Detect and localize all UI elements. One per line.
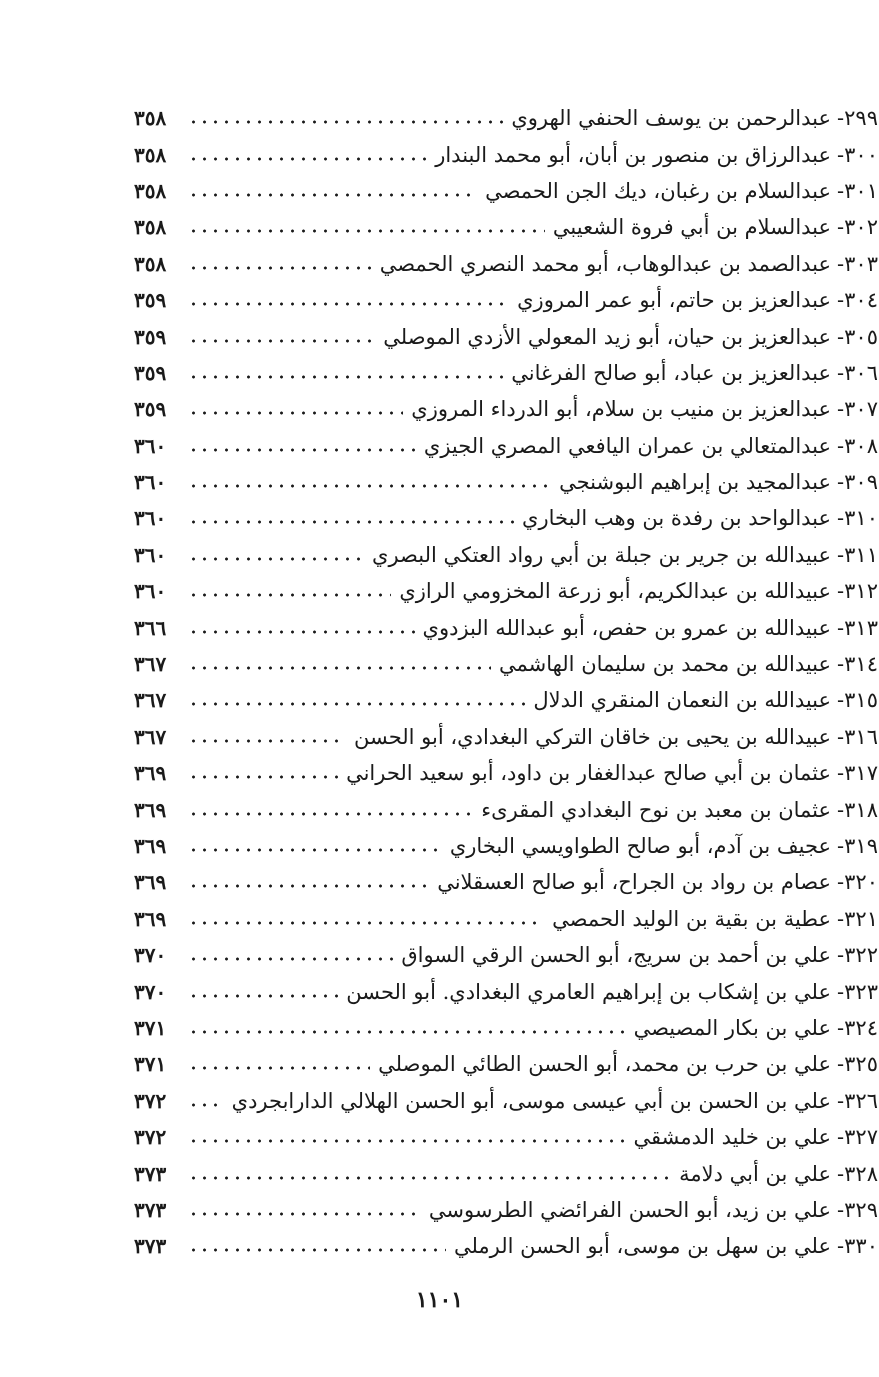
entry-number: ٣٢٣- xyxy=(837,979,878,1004)
entry-number: ٣٠٧- xyxy=(837,397,878,422)
entry-page-number: ٣٥٨ xyxy=(134,251,167,276)
toc-entry xyxy=(134,391,878,427)
dot-leader xyxy=(188,592,391,598)
dot-leader xyxy=(188,374,503,380)
toc-entry xyxy=(134,246,878,282)
dot-leader xyxy=(188,192,477,198)
toc-entry xyxy=(134,1192,878,1228)
dot-leader xyxy=(188,447,416,453)
entry-page-number: ٣٧٣ xyxy=(134,1197,167,1222)
dot-leader xyxy=(188,993,338,999)
entry-page-number: ٣٧٠ xyxy=(134,943,167,968)
entry-title: علي بن إشكاب بن إبراهيم العامري البغدادي. أبو الحسن xyxy=(346,979,832,1004)
entry-page-number: ٣٥٨ xyxy=(134,106,167,131)
entry-page-number: ٣٦٠ xyxy=(134,506,167,531)
entry-title: عبدالسلام بن أبي فروة الشعيبي xyxy=(552,215,832,240)
dot-leader xyxy=(188,301,509,307)
dot-leader xyxy=(188,847,442,853)
entry-title: عبدالعزيز بن حيان، أبو زيد المعولي الأزدي الموصلي xyxy=(383,324,832,349)
entry-number: ٣٢٨- xyxy=(837,1161,878,1186)
entry-number: ٣١١- xyxy=(837,542,878,567)
table-of-contents xyxy=(134,100,878,1265)
entry-title: علي بن بكار المصيصي xyxy=(633,1015,832,1040)
dot-leader xyxy=(188,119,503,125)
entry-title: عبيدالله بن النعمان المنقري الدلال xyxy=(533,688,832,713)
entry-title: علي بن أحمد بن سريج، أبو الحسن الرقي السواق xyxy=(401,943,832,968)
toc-entry xyxy=(134,537,878,573)
entry-title: عبيدالله بن عمرو بن حفص، أبو عبدالله البزدوي xyxy=(422,615,832,640)
entry-page-number: ٣٦٩ xyxy=(134,761,167,786)
entry-title: علي بن أبي دلامة xyxy=(679,1161,832,1186)
entry-number: ٣١٢- xyxy=(837,579,878,604)
toc-entry xyxy=(134,901,878,937)
entry-number: ٣١٦- xyxy=(837,724,878,749)
entry-title: عبدالمجيد بن إبراهيم البوشنجي xyxy=(559,470,832,495)
entry-number: ٣١٩- xyxy=(837,834,878,858)
dot-leader xyxy=(188,1211,421,1217)
entry-page-number: ٣٦٠ xyxy=(134,433,167,458)
entry-page-number: ٣٦٩ xyxy=(134,906,167,931)
entry-page-number: ٣٦٧ xyxy=(134,724,167,749)
entry-number: ٣١٤- xyxy=(837,652,878,677)
entry-title: علي بن زيد، أبو الحسن الفرائضي الطرسوسي xyxy=(428,1197,832,1222)
dot-leader xyxy=(188,1175,671,1181)
dot-leader xyxy=(188,920,544,926)
toc-entry xyxy=(134,173,878,209)
entry-number: ٣٢٠- xyxy=(837,870,878,895)
dot-leader xyxy=(188,883,429,889)
entry-page-number: ٣٦٦ xyxy=(134,615,167,640)
entry-title: عبدالعزيز بن عباد، أبو صالح الفرغاني xyxy=(511,360,832,385)
toc-entry xyxy=(134,682,878,718)
toc-entry xyxy=(134,464,878,500)
toc-entry xyxy=(134,355,878,391)
entry-title: عبدالرزاق بن منصور بن أبان، أبو محمد البندار xyxy=(435,142,832,167)
entry-page-number: ٣٧٢ xyxy=(134,1125,167,1150)
entry-title: علي بن الحسن بن أبي عيسى موسى، أبو الحسن الهلالي الدارابجردي xyxy=(231,1088,832,1113)
entry-page-number: ٣٥٨ xyxy=(134,142,167,167)
entry-title: عبيدالله بن محمد بن سليمان الهاشمي xyxy=(498,652,832,677)
entry-number: ٣٢٧- xyxy=(837,1125,878,1150)
entry-page-number: ٣٦٠ xyxy=(134,542,167,567)
entry-title: عبيدالله بن يحيى بن خاقان التركي البغدادي، أبو الحسن xyxy=(354,724,832,749)
entry-page-number: ٣٥٨ xyxy=(134,178,167,203)
entry-page-number: ٣٧٠ xyxy=(134,979,167,1004)
entry-page-number: ٣٦٠ xyxy=(134,470,167,495)
entry-number: ٣٢٤- xyxy=(837,1015,878,1040)
toc-entry xyxy=(134,828,878,864)
entry-number: ٣٢١- xyxy=(837,906,878,931)
entry-page-number: ٣٥٩ xyxy=(134,324,167,349)
entry-number: ٣٢٦- xyxy=(837,1088,878,1113)
toc-entry xyxy=(134,864,878,900)
entry-number: ٣٠٦- xyxy=(837,360,878,385)
entry-title: علي بن خليد الدمشقي xyxy=(633,1125,832,1150)
toc-entry xyxy=(134,282,878,318)
toc-entry xyxy=(134,609,878,645)
toc-entry xyxy=(134,428,878,464)
toc-entry xyxy=(134,973,878,1009)
entry-title: عبيدالله بن جرير بن جبلة بن أبي رواد العتكي البصري xyxy=(372,542,832,567)
entry-number: ٢٩٩- xyxy=(837,106,878,131)
dot-leader xyxy=(188,1065,370,1071)
toc-entry xyxy=(134,1155,878,1191)
toc-entry xyxy=(134,100,878,136)
toc-entry xyxy=(134,318,878,354)
entry-title: عبدالواحد بن رفدة بن وهب البخاري xyxy=(522,506,832,531)
entry-title: عبدالصمد بن عبدالوهاب، أبو محمد النصري الحمصي xyxy=(379,251,832,276)
toc-entry xyxy=(134,209,878,245)
toc-entry xyxy=(134,1046,878,1082)
entry-page-number: ٣٦٠ xyxy=(134,579,167,604)
toc-entry xyxy=(134,755,878,791)
entry-number: ٣٠٤- xyxy=(837,288,878,313)
entry-title: عثمان بن أبي صالح عبدالغفار بن داود، أبو سعيد الحراني xyxy=(346,761,832,786)
toc-entry xyxy=(134,1010,878,1046)
toc-entry xyxy=(134,791,878,827)
entry-title: عبدالرحمن بن يوسف الحنفي الهروي xyxy=(511,106,832,131)
entry-page-number: ٣٦٩ xyxy=(134,834,167,858)
dot-leader xyxy=(188,338,375,344)
entry-number: ٣٠٣- xyxy=(837,251,878,276)
entry-number: ٣٠٥- xyxy=(837,324,878,349)
dot-leader xyxy=(188,1102,224,1108)
entry-title: عبدالسلام بن رغبان، ديك الجن الحمصي xyxy=(485,178,832,203)
toc-entry xyxy=(134,500,878,536)
dot-leader xyxy=(188,1247,446,1253)
entry-page-number: ٣٥٩ xyxy=(134,288,167,313)
dot-leader xyxy=(188,629,415,635)
toc-entry xyxy=(134,719,878,755)
entry-title: علي بن سهل بن موسى، أبو الحسن الرملي xyxy=(453,1234,832,1259)
toc-entry xyxy=(134,646,878,682)
entry-number: ٣١٣- xyxy=(837,615,878,640)
entry-title: عجيف بن آدم، أبو صالح الطواويسي البخاري xyxy=(449,834,832,858)
entry-number: ٣٠٨- xyxy=(837,433,878,458)
dot-leader xyxy=(188,156,427,162)
dot-leader xyxy=(188,701,525,707)
entry-number: ٣٠٩- xyxy=(837,470,878,495)
entry-title: عصام بن رواد بن الجراح، أبو صالح العسقلاني xyxy=(437,870,832,895)
dot-leader xyxy=(188,519,514,525)
entry-page-number: ٣٧٣ xyxy=(134,1234,167,1259)
toc-entry xyxy=(134,573,878,609)
dot-leader xyxy=(188,665,491,671)
entry-number: ٣٠٢- xyxy=(837,215,878,240)
dot-leader xyxy=(188,1138,626,1144)
entry-number: ٣١٥- xyxy=(837,688,878,713)
entry-page-number: ٣٦٩ xyxy=(134,797,167,822)
entry-page-number: ٣٧١ xyxy=(134,1052,167,1077)
dot-leader xyxy=(188,483,551,489)
dot-leader xyxy=(188,811,473,817)
entry-number: ٣١٠- xyxy=(837,506,878,531)
dot-leader xyxy=(188,774,338,780)
toc-entry xyxy=(134,136,878,172)
entry-page-number: ٣٦٧ xyxy=(134,688,167,713)
page-number: ١١٠١ xyxy=(415,1287,464,1313)
entry-number: ٣١٨- xyxy=(837,797,878,822)
entry-page-number: ٣٥٨ xyxy=(134,215,167,240)
entry-page-number: ٣٥٩ xyxy=(134,397,167,422)
entry-title: علي بن حرب بن محمد، أبو الحسن الطائي الموصلي xyxy=(378,1052,832,1077)
entry-title: عثمان بن معبد بن نوح البغدادي المقرىء xyxy=(481,797,832,822)
dot-leader xyxy=(188,1029,626,1035)
entry-number: ٣٠١- xyxy=(837,178,878,203)
entry-number: ٣٠٠- xyxy=(837,142,878,167)
entry-number: ٣٣٠- xyxy=(837,1234,878,1259)
entry-page-number: ٣٧٢ xyxy=(134,1088,167,1113)
entry-page-number: ٣٦٧ xyxy=(134,652,167,677)
entry-number: ٣٢٥- xyxy=(837,1052,878,1077)
toc-entry xyxy=(134,1119,878,1155)
entry-number: ٣٢٩- xyxy=(837,1197,878,1222)
dot-leader xyxy=(188,556,364,562)
entry-page-number: ٣٦٩ xyxy=(134,870,167,895)
entry-title: عبدالمتعالي بن عمران اليافعي المصري الجيزي xyxy=(423,433,832,458)
toc-entry xyxy=(134,937,878,973)
entry-page-number: ٣٥٩ xyxy=(134,360,167,385)
entry-title: عبيدالله بن عبدالكريم، أبو زرعة المخزومي الرازي xyxy=(399,579,832,604)
toc-entry xyxy=(134,1228,878,1264)
dot-leader xyxy=(188,410,403,416)
entry-title: عبدالعزيز بن حاتم، أبو عمر المروزي xyxy=(517,288,832,313)
dot-leader xyxy=(188,228,545,234)
dot-leader xyxy=(188,265,372,271)
entry-title: عبدالعزيز بن منيب بن سلام، أبو الدرداء المروزي xyxy=(411,397,832,422)
entry-page-number: ٣٧٣ xyxy=(134,1161,167,1186)
dot-leader xyxy=(188,738,346,744)
entry-page-number: ٣٧١ xyxy=(134,1015,167,1040)
dot-leader xyxy=(188,956,393,962)
entry-number: ٣١٧- xyxy=(837,761,878,786)
entry-title: عطية بن بقية بن الوليد الحمصي xyxy=(552,906,832,931)
entry-number: ٣٢٢- xyxy=(837,943,878,968)
toc-entry xyxy=(134,1083,878,1119)
